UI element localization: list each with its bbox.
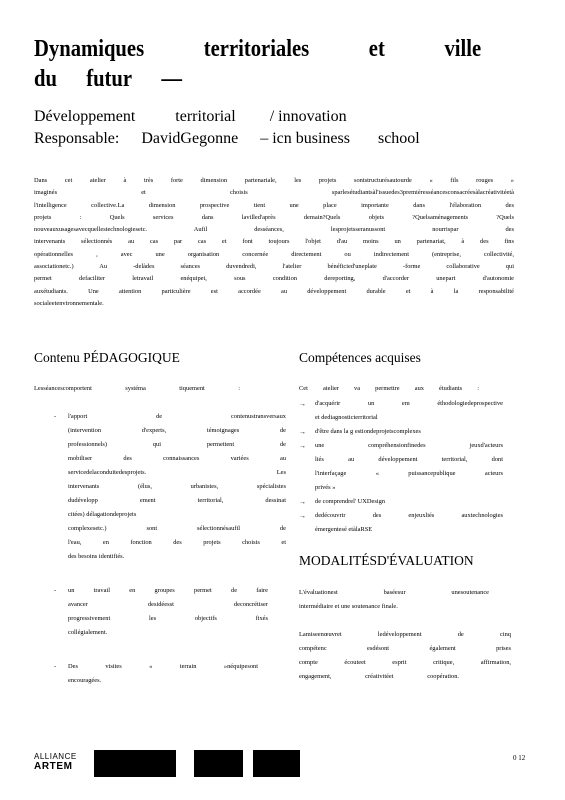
title-word: Dynamiques <box>34 36 145 62</box>
competences-list <box>299 397 503 537</box>
list-item: → d'acquérir un em éthodologiedeprospective et dediagnosticterritorial <box>299 397 503 425</box>
intro-line: Dans cet atelier à très forte dimension partenariale, les projets sontstructurésautourde « fils rouges » <box>34 177 514 184</box>
subtitle-word: Développement <box>34 108 136 125</box>
competences-section <box>299 382 519 537</box>
subtitle-line-1 <box>34 106 420 128</box>
title-word: ville <box>444 36 482 62</box>
evaluation-paragraph-1: L'évaluationest baséesur unesoutenance intermédiaire et une soutenance finale. <box>299 589 489 610</box>
footer-block <box>253 750 300 777</box>
title-line-2 <box>34 64 419 94</box>
subtitle-line-2 <box>34 128 420 150</box>
subtitle-word: / innovation <box>269 108 347 125</box>
intro-line: projets : Quels services dans lavilled'après demain?Quels objets ?Quelsaménagements ?Quels <box>34 213 514 221</box>
intro-paragraph <box>34 175 514 310</box>
list-item: - un travail en groupes permet de faire avancer desidéesst deconcrétiser progressivement les objectifs fixés collégialement. <box>34 584 268 640</box>
list-item: - l'apport de contenustransversaux (intervention d'experts, témoignages de professionnels) qui permettent de mobiliser des connaissances variées au servicedelaconduitedesprojets. Les intervenants (élus, urbanistes, spécialistes dudévelopp ement territorial, dessinat citées) délagationdeprojets complexesetc.) sont sélectionnésaufil de l'eau, en fonction des projets choisis et des besoins identifiés. <box>34 410 286 564</box>
contenu-section <box>34 382 286 708</box>
competences-lead: Cet atelier va permettre aux étudiants : <box>299 385 479 392</box>
list-item: → dedécouvrir des enjeuxliés auxtechnologies émergentesé etàlaRSE <box>299 509 503 537</box>
footer-block <box>194 750 243 777</box>
contenu-lead: Lesséancescomportent systéma tiquement : <box>34 385 240 392</box>
subtitle-word: Responsable: <box>34 130 120 147</box>
title-line-1 <box>34 34 481 64</box>
subtitle-word: DavidGegonne <box>141 130 239 147</box>
list-item: - Des visites « terrain »néquipesont encouragées. <box>34 660 258 688</box>
title-word: du <box>34 66 57 92</box>
intro-line: opérationnelles , avec une organisation concernée directement ou indirectement (entreprise, collectivité, <box>34 250 514 258</box>
evaluation-heading: MODALITÉSD'ÉVALUATION <box>299 553 474 568</box>
intro-line: nouveauxusagesavecquellestechnologiesetc. Aufil desséances, lesprojetsseranussont nourrispar des <box>34 226 514 234</box>
list-item: → d'être dans la g estiondeprojetscomplexes <box>299 425 503 439</box>
subtitle <box>34 106 420 150</box>
intro-line: socialeetenvironnementale. <box>34 299 104 307</box>
intro-line: intervenants sélectionnés au cas par cas et font toujours l'objet d'au moins un partenariat, à des fins <box>34 238 514 246</box>
intro-line: l'intelligence collective.La dimension prospective tient une place importante dans l'élaboration des <box>34 201 514 209</box>
competences-heading: Compétences acquises <box>299 350 421 365</box>
subtitle-word: – icn business <box>260 130 350 147</box>
list-item: → une compréhensionfinedes jeuxd'acteurs liés au développement territorial, dont l'interfaçage « puissancepublique acteurs privés » <box>299 439 503 495</box>
contenu-list <box>34 410 286 688</box>
footer-block <box>94 750 176 777</box>
contenu-heading: Contenu PÉDAGOGIQUE <box>34 350 180 365</box>
intro-line: associationetc.) Au -delàdes séances duvendredi, l'atelier bénéficied'uneplate -forme collaborative qui <box>34 263 514 271</box>
intro-line: auxétudiants. Une attention particulière est accordée au développement durable et à la responsabilité <box>34 287 514 295</box>
subtitle-word: school <box>377 130 420 147</box>
title-word: territoriales <box>203 36 310 62</box>
alliance-artem-logo: ALLIANCE ARTEM <box>34 752 77 772</box>
page-title <box>34 34 482 94</box>
page-number: 0 12 <box>513 754 526 762</box>
evaluation-paragraph-2: Lamiseenœuvret ledéveloppement de cinq compétenc esdésont également prises compte écouteet esprit critique, affirmation, engagement, créativitéet coopération. <box>299 631 511 680</box>
subtitle-word: territorial <box>175 108 236 125</box>
intro-line: permet defaciliter letravail enéquipet, sous condition dereporting, d'accorder unepart d'autonomie <box>34 275 514 283</box>
intro-line: imaginés et choisis sparlesétudiantsàl'issuedes3premièresséancesconsacréesàlacréativitéetà <box>34 189 514 197</box>
list-item: → de comprendrel' UXDesign <box>299 495 503 509</box>
title-word: et <box>368 36 385 62</box>
title-word: futur <box>86 66 133 92</box>
title-word: — <box>161 66 182 92</box>
